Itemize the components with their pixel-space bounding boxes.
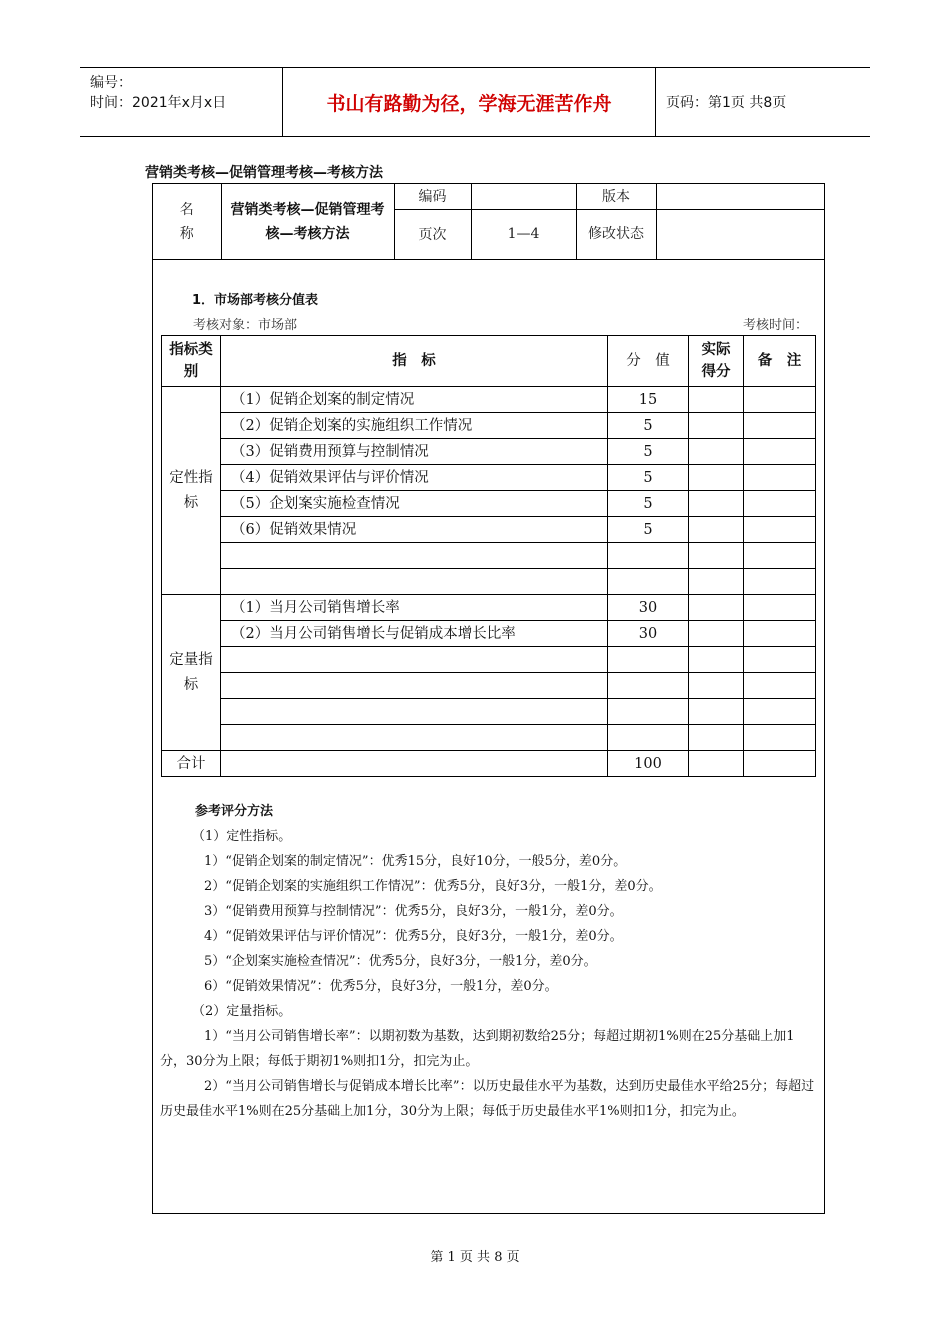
qualitative-title: （1）定性指标。 [192, 829, 292, 844]
notes-cell [744, 621, 816, 647]
indicator-name: （5）企划案实施检查情况 [221, 491, 608, 517]
number-label: 编号： [90, 75, 132, 91]
table-row [162, 413, 816, 439]
header-actual: 实际得分 [689, 336, 744, 387]
indicator-name [221, 647, 608, 673]
version-label: 版本 [576, 184, 656, 209]
actual-score-cell [689, 699, 744, 725]
indicator-score: 5 [608, 413, 689, 439]
table-row [162, 595, 816, 621]
qualitative-item: 1）“促销企划案的制定情况”：优秀15分，良好10分，一般5分，差0分。 [204, 854, 627, 869]
total-empty-cell [221, 751, 608, 777]
notes-cell [744, 699, 816, 725]
code-label: 编码 [394, 184, 471, 209]
actual-score-cell [689, 569, 744, 595]
header-category: 指标类别 [162, 336, 221, 387]
notes-cell [744, 543, 816, 569]
notes-cell [744, 439, 816, 465]
qualitative-item: 4）“促销效果评估与评价情况”：优秀5分，良好3分，一般1分，差0分。 [204, 929, 623, 944]
target-label: 考核对象：市场部 [193, 318, 298, 333]
version-value [656, 184, 824, 209]
indicator-name [221, 725, 608, 751]
indicator-score: 5 [608, 491, 689, 517]
notes-cell [744, 595, 816, 621]
actual-score-cell [689, 621, 744, 647]
indicator-name: （1）当月公司销售增长率 [221, 595, 608, 621]
qualitative-category: 定性指标 [162, 387, 221, 595]
revision-label: 修改状态 [576, 209, 656, 259]
scoring-method [160, 799, 820, 1124]
indicator-score [608, 647, 689, 673]
indicator-score [608, 543, 689, 569]
quantitative-item: 1）“当月公司销售增长率”：以期初数为基数，达到期初数给25分；每超过期初1%则在25分基础上加1分，30分为上限；每低于期初1%则扣1分，扣完为止。 [160, 1029, 795, 1069]
indicator-name: （1）促销企划案的制定情况 [221, 387, 608, 413]
indicator-score: 5 [608, 465, 689, 491]
table-row [162, 465, 816, 491]
actual-score-cell [689, 387, 744, 413]
revision-value [656, 209, 824, 259]
section-title: 1．市场部考核分值表 [192, 293, 319, 308]
actual-score-cell [689, 465, 744, 491]
name-label-text: 名 称 [179, 201, 194, 242]
table-row [162, 725, 816, 751]
table-row [162, 491, 816, 517]
notes-cell [744, 647, 816, 673]
table-row [162, 517, 816, 543]
notes-cell [744, 569, 816, 595]
indicator-score: 15 [608, 387, 689, 413]
indicator-score: 30 [608, 595, 689, 621]
table-row [162, 543, 816, 569]
actual-score-cell [689, 491, 744, 517]
quantitative-item: 2）“当月公司销售增长与促销成本增长比率”：以历史最佳水平为基数，达到历史最佳水平给25分；每超过历史最佳水平1%则在25分基础上加1分，30分为上限；每低于历史最佳水平1%则扣1分，扣完为止。 [160, 1079, 815, 1119]
notes-cell [744, 751, 816, 777]
notes-cell [744, 387, 816, 413]
total-label: 合计 [162, 751, 221, 777]
qualitative-item: 2）“促销企划案的实施组织工作情况”：优秀5分，良好3分，一般1分，差0分。 [204, 879, 662, 894]
indicator-name [221, 569, 608, 595]
total-value: 100 [608, 751, 689, 777]
quantitative-title: （2）定量指标。 [192, 1004, 292, 1019]
pages-label: 页次 [394, 209, 471, 259]
indicator-score [608, 725, 689, 751]
indicator-name: （4）促销效果评估与评价情况 [221, 465, 608, 491]
score-table [161, 335, 816, 777]
date-label: 时间：2021年x月x日 [90, 95, 227, 111]
header-motto-cell [283, 68, 656, 136]
qualitative-item: 3）“促销费用预算与控制情况”：优秀5分，良好3分，一般1分，差0分。 [204, 904, 623, 919]
meta-table [153, 184, 824, 260]
indicator-name: （2）促销企划案的实施组织工作情况 [221, 413, 608, 439]
indicator-score [608, 569, 689, 595]
page-footer: 第 1 页 共 8 页 [430, 1250, 520, 1265]
actual-score-cell [689, 647, 744, 673]
notes-cell [744, 465, 816, 491]
header-info-cell [80, 68, 283, 136]
header-page-cell [656, 68, 870, 136]
table-row [162, 387, 816, 413]
pages-value: 1—4 [471, 209, 576, 259]
quantitative-category: 定量指标 [162, 595, 221, 751]
header-notes: 备 注 [744, 336, 816, 387]
notes-cell [744, 517, 816, 543]
table-row [162, 569, 816, 595]
table-row [162, 699, 816, 725]
indicator-score: 5 [608, 517, 689, 543]
indicator-name [221, 673, 608, 699]
indicator-name [221, 699, 608, 725]
qualitative-item: 5）“企划案实施检查情况”：优秀5分，良好3分，一般1分，差0分。 [204, 954, 597, 969]
notes-cell [744, 491, 816, 517]
header-score: 分 值 [608, 336, 689, 387]
actual-score-cell [689, 751, 744, 777]
motto: 书山有路勤为径，学海无涯苦作舟 [326, 92, 612, 115]
actual-score-cell [689, 673, 744, 699]
actual-score-cell [689, 543, 744, 569]
name-value: 营销类考核—促销管理考核—考核方法 [221, 184, 394, 260]
method-title: 参考评分方法 [195, 804, 274, 819]
indicator-name: （3）促销费用预算与控制情况 [221, 439, 608, 465]
qualitative-item: 6）“促销效果情况”：优秀5分，良好3分，一般1分，差0分。 [204, 979, 558, 994]
name-label [153, 184, 221, 260]
total-row [162, 751, 816, 777]
doc-title: 营销类考核—促销管理考核—考核方法 [145, 165, 383, 181]
code-value [471, 184, 576, 209]
indicator-score: 30 [608, 621, 689, 647]
actual-score-cell [689, 725, 744, 751]
notes-cell [744, 413, 816, 439]
page-code: 页码：第1页 共8页 [666, 95, 787, 111]
actual-score-cell [689, 595, 744, 621]
notes-cell [744, 725, 816, 751]
table-row [162, 621, 816, 647]
notes-cell [744, 673, 816, 699]
document-header [80, 67, 870, 137]
indicator-name: （2）当月公司销售增长与促销成本增长比率 [221, 621, 608, 647]
actual-score-cell [689, 439, 744, 465]
table-row [162, 439, 816, 465]
table-row [162, 647, 816, 673]
table-row [162, 673, 816, 699]
indicator-name: （6）促销效果情况 [221, 517, 608, 543]
header-indicator: 指 标 [221, 336, 608, 387]
actual-score-cell [689, 517, 744, 543]
time-label: 考核时间： [743, 318, 809, 333]
actual-score-cell [689, 413, 744, 439]
indicator-score: 5 [608, 439, 689, 465]
indicator-name [221, 543, 608, 569]
indicator-score [608, 673, 689, 699]
indicator-score [608, 699, 689, 725]
